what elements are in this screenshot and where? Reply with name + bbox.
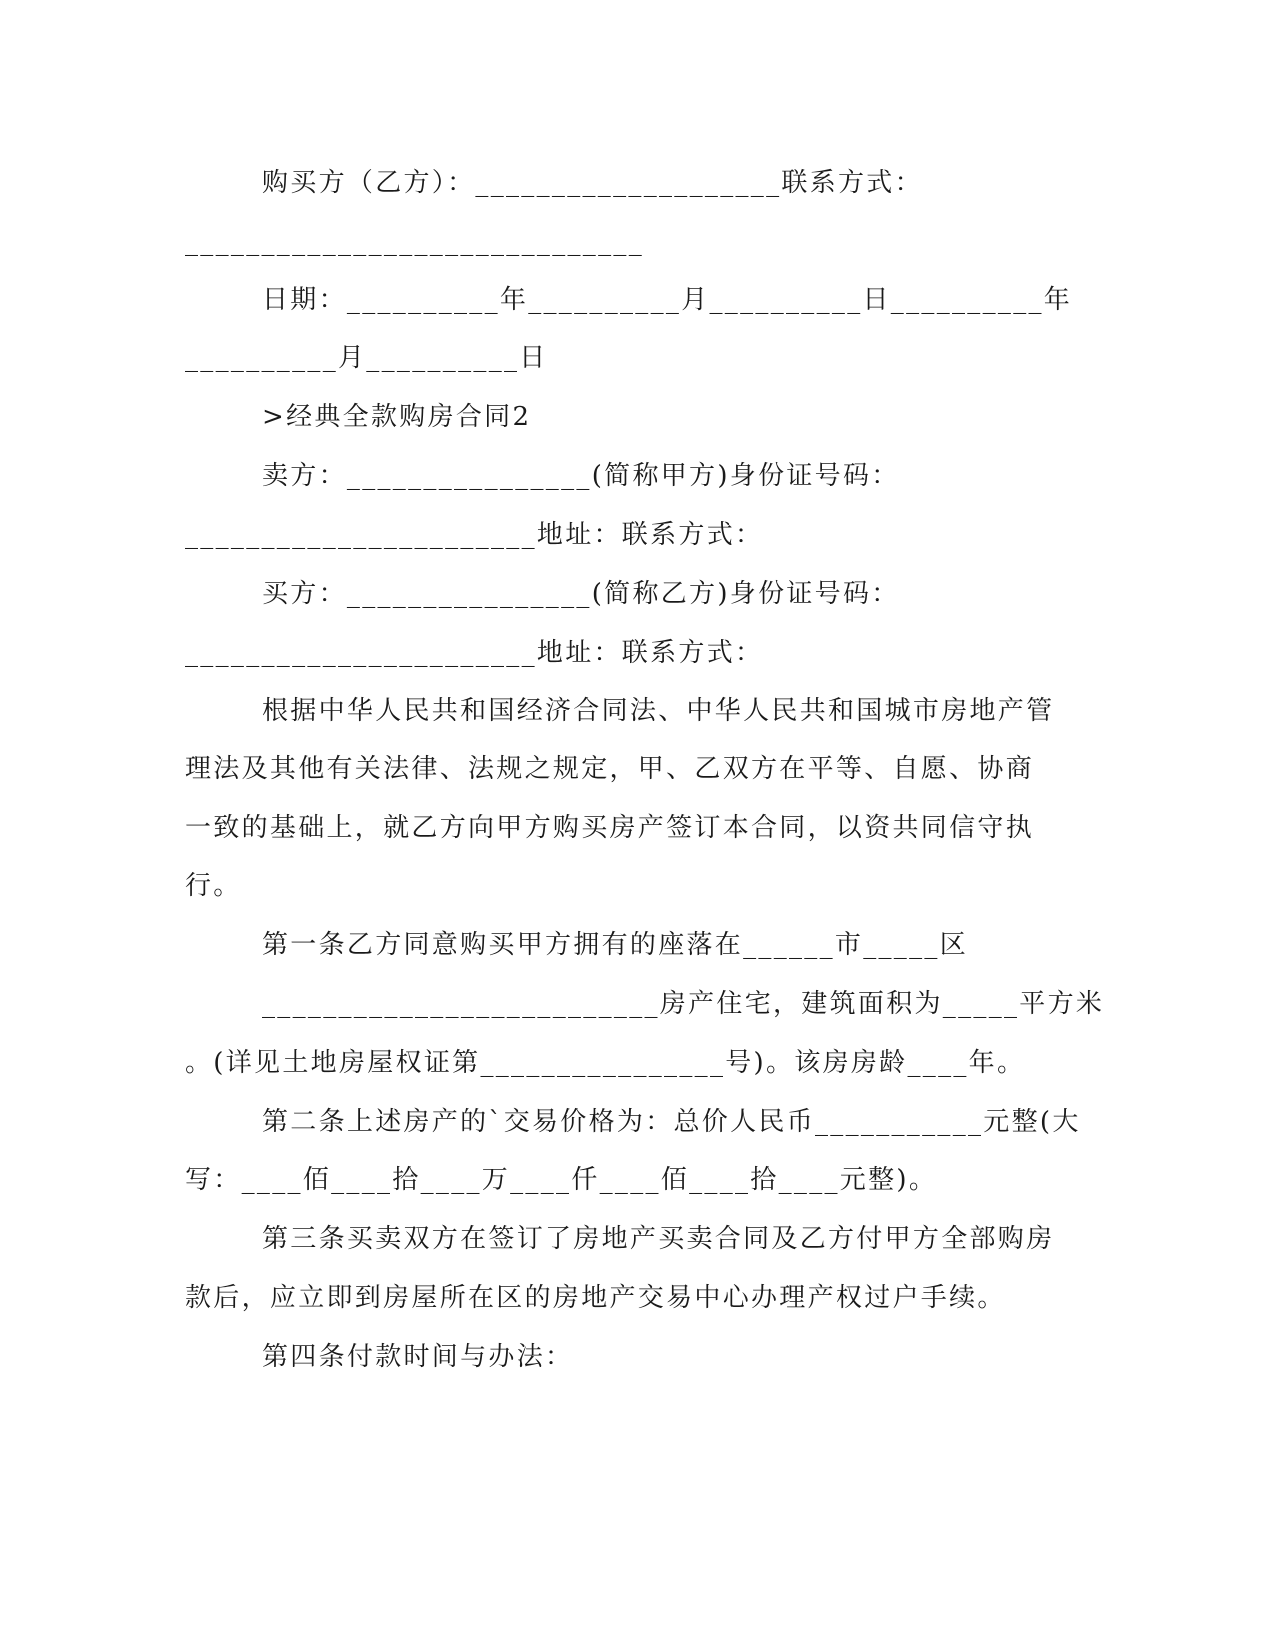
article-3-line-2: 款后，应立即到房屋所在区的房地产交易中心办理产权过户手续。 (185, 1283, 1006, 1313)
article-4-heading: 第四条付款时间与办法： (262, 1342, 574, 1372)
date-line: 日期：__________年__________月__________日__________年 (262, 285, 1073, 315)
article-2-line-1: 第二条上述房产的`交易价格为：总价人民币___________元整(大 (262, 1107, 1081, 1137)
article-2-line-2: 写：____佰____拾____万____仟____佰____拾____元整)。 (185, 1165, 938, 1195)
buyer-party-line: 购买方（乙方）：____________________联系方式： (262, 168, 923, 198)
article-1-line-3: 。(详见土地房屋权证第________________号)。该房房龄____年。 (185, 1048, 1026, 1078)
buyer-contact-blank-line: ______________________________ (185, 227, 644, 257)
buyer-line: 买方：________________(简称乙方)身份证号码： (262, 579, 900, 609)
preamble-line-2: 理法及其他有关法律、法规之规定，甲、乙双方在平等、自愿、协商 (185, 754, 1035, 784)
preamble-line-1: 根据中华人民共和国经济合同法、中华人民共和国城市房地产管 (262, 696, 1055, 726)
preamble-line-3: 一致的基础上，就乙方向甲方购买房产签订本合同，以资共同信守执 (185, 813, 1035, 843)
article-3-line-1: 第三条买卖双方在签订了房地产买卖合同及乙方付甲方全部购房 (262, 1224, 1055, 1254)
buyer-address-line: _______________________地址：联系方式： (185, 638, 764, 668)
preamble-line-4: 行。 (185, 871, 242, 901)
article-1-line-2: __________________________房产住宅，建筑面积为_____平方米 (262, 989, 1105, 1019)
date-line-continued: __________月__________日 (185, 343, 548, 373)
seller-line: 卖方：________________(简称甲方)身份证号码： (262, 461, 900, 491)
seller-address-line: _______________________地址：联系方式： (185, 520, 764, 550)
section-heading: >经典全款购房合同2 (262, 402, 532, 432)
article-1-line-1: 第一条乙方同意购买甲方拥有的座落在______市_____区 (262, 930, 969, 960)
